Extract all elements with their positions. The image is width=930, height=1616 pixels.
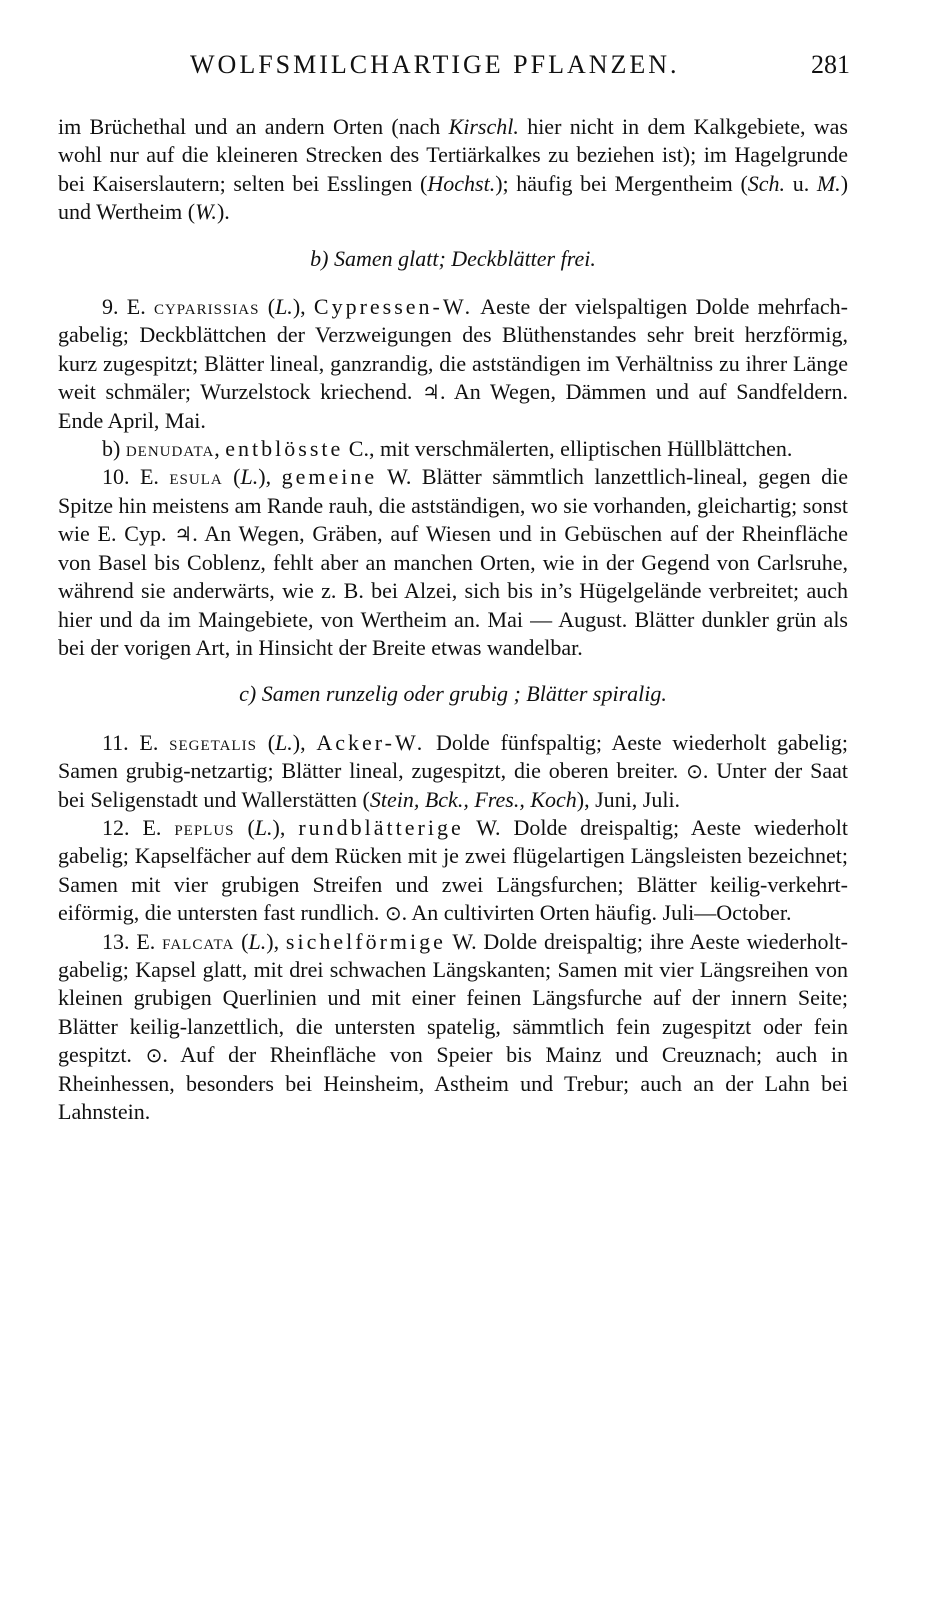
species-entry-10 — [58, 463, 848, 662]
text-run: ( — [222, 464, 241, 490]
subheading-text: Samen runzelig oder grubig ; Blätter spiralig. — [256, 681, 667, 707]
annual-symbol-icon: ⊙ — [686, 759, 703, 784]
subheading-text: Samen glatt; Deckblätter frei. — [328, 245, 596, 271]
text-run: hier nicht in dem Kalkgebiete, was wohl nur auf die kleineren Strecken des Tertiärkalkes zu beziehen ist); im Hagelgrunde bei Kaiserslautern; selten bei Esslingen ( — [58, 114, 848, 196]
vernacular-name: rundblätterige — [298, 814, 464, 840]
author-citation: Sch. — [747, 170, 786, 196]
species-name: falcata — [162, 928, 235, 954]
text-run: ), Juni, Juli. — [576, 786, 681, 812]
text-run: W. Blätter sämmtlich lanzettlich-lineal, gegen die Spitze hin meistens am Rande rauh, die astständigen, wo sie vorhanden, gleichartig; sonst wie E. Cyp. — [58, 464, 848, 547]
species-name: esula — [169, 464, 223, 490]
author-abbrev: L. — [240, 464, 259, 490]
text-run: ). — [216, 199, 230, 225]
author-abbrev: L. — [275, 294, 293, 320]
page-header — [60, 50, 850, 90]
author-abbrev: L. — [248, 928, 267, 954]
text-run: ), — [292, 294, 314, 320]
text-run: Dolde fünfspaltig; Aeste wiederholt gabelig; Samen grubig-netzartig; Blätter lineal, zugespitzt, die oberen breiter. — [58, 729, 849, 784]
subheading-letter: b) — [310, 245, 329, 271]
author-abbrev: L. — [254, 814, 273, 840]
text-run: ), — [258, 464, 282, 490]
variety-name: denudata — [125, 436, 215, 462]
text-run: W. Dolde dreispaltig; Aeste wiederholt gabelig; Kapselfächer auf dem Rücken mit je zwei flügelartigen Längsleisten bezeichnet; Samen mit vier grubigen Streifen und zwei Längsfurchen; Blätter keilig-verkehrt-eiförmig, die untersten fast rundlich. — [58, 814, 848, 926]
paragraph-continuation — [58, 113, 848, 227]
author-citation: W. — [195, 199, 217, 225]
author-citation: M. — [816, 170, 841, 196]
vernacular-name: sichelförmige — [285, 928, 446, 954]
perennial-symbol-icon: ♃ — [422, 380, 440, 405]
text-run: ), — [272, 814, 299, 840]
text-run: . An cultivirten Orten häufig. Juli—October. — [401, 900, 792, 926]
vernacular-name: Cypressen-W. — [313, 294, 474, 320]
author-citations: Stein, Bck., Fres., Koch — [369, 786, 577, 812]
species-number: 12. E. — [102, 814, 175, 840]
species-entry-9 — [58, 293, 848, 435]
text-run: W. Dolde dreispaltig; ihre Aeste wiederholt-gabelig; Kapsel glatt, mit drei schwachen Längskanten; Samen mit vier Längsreihen von kleinen grubigen Querlinien und mit einer feinen Längsfurche auf der innern Seite; Blätter keilig-lanzettlich, die untersten spatelig, sämmtlich fein zugespitzt oder fein gespitzt. — [58, 928, 849, 1068]
vernacular-name: Acker-W. — [316, 729, 426, 755]
text-run: . Unter der Saat bei Seligenstadt und Wallerstätten ( — [58, 758, 849, 812]
species-number: 9. E. — [102, 294, 154, 320]
text-run: ) und Wertheim ( — [58, 170, 849, 225]
text-run: ( — [234, 814, 255, 840]
text-run: ( — [259, 294, 276, 320]
species-name: cyparissias — [153, 294, 260, 320]
section-subheading-b — [58, 245, 848, 273]
text-run: Aeste der vielspaltigen Dolde mehrfach-gabelig; Deckblättchen der Verzweigungen des Blüthenstandes sehr breit herzförmig, kurz zugespitzt; Blätter lineal, ganzrandig, die astständigen im Verhältniss zu ihrer Länge weit schmäler; Wurzelstock kriechend. — [58, 294, 848, 405]
author-citation: Hochst. — [427, 170, 496, 196]
text-run: u. — [785, 170, 817, 196]
vernacular-name: entblösste — [225, 436, 344, 462]
text-run: ), — [266, 928, 286, 954]
text-run: , — [214, 436, 226, 462]
author-citation: Kirschl. — [448, 114, 519, 139]
text-run: ( — [234, 928, 249, 954]
text-run: ( — [256, 729, 276, 755]
annual-symbol-icon: ⊙ — [145, 1043, 163, 1068]
page-number: 281 — [811, 50, 850, 79]
text-run: . An Wegen, Dämmen und auf Sandfeldern. Ende April, Mai. — [58, 379, 848, 433]
species-name: peplus — [174, 814, 235, 840]
variety-entry-b — [58, 435, 848, 463]
subheading-letter: c) — [239, 681, 257, 707]
species-name: segetalis — [169, 729, 257, 755]
text-run: ); häufig bei Mergentheim ( — [495, 170, 748, 196]
species-entry-12 — [58, 814, 848, 928]
author-abbrev: L. — [275, 729, 293, 755]
text-run: . Auf der Rheinfläche von Speier bis Mainz und Creuznach; auch in Rheinhessen, besonders bei Heinsheim, Astheim und Trebur; auch an der Lahn bei Lahnstein. — [58, 1042, 848, 1124]
section-subheading-c — [58, 680, 848, 708]
running-title: WOLFSMILCHARTIGE PFLANZEN. — [190, 50, 680, 79]
species-entry-11 — [58, 729, 848, 814]
text-run: . An Wegen, Gräben, auf Wiesen und in Gebüschen auf der Rheinfläche von Basel bis Coblenz, fehlt aber an manchen Orten, wie in der Gegend von Carlsruhe, während sie anderwärts, wie z. B. bei Alzei, sich bis in’s Hügelgelände verbreitet; auch hier und da im Maingebiete, von Wertheim an. Mai — August. Blätter dunkler grün als bei der vorigen Art, in Hinsicht der Breite etwas wandelbar. — [58, 521, 848, 660]
vernacular-name: gemeine — [281, 464, 378, 490]
text-run: C., mit verschmälerten, elliptischen Hüllblättchen. — [343, 436, 793, 462]
text-run: ), — [292, 729, 317, 755]
species-entry-13 — [58, 928, 848, 1127]
body-text — [58, 113, 848, 1126]
species-number: 13. E. — [102, 928, 163, 954]
species-number: 10. E. — [102, 464, 170, 490]
annual-symbol-icon: ⊙ — [384, 901, 402, 926]
perennial-symbol-icon: ♃ — [174, 522, 193, 547]
text-run: b) — [102, 436, 126, 462]
species-number: 11. E. — [102, 729, 170, 755]
text-run: im Brüchethal und an andern Orten (nach — [58, 114, 449, 139]
